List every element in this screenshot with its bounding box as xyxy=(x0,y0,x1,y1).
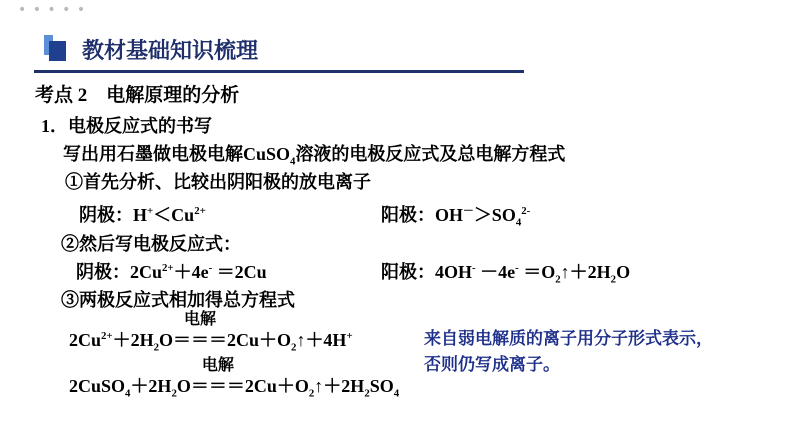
note xyxy=(424,326,713,378)
note-line-1: 来自弱电解质的离子用分子形式表示， xyxy=(424,329,713,349)
cathode-ions: 阴极：$H^+<Cu^{2+}$ xyxy=(79,205,206,225)
step-1: ①首先分析、比较出阴阳极的放电离子 xyxy=(65,172,371,192)
condition-electrolysis: 电解 xyxy=(201,355,234,374)
header-divider xyxy=(34,70,524,73)
decorative-dots: • • • • • xyxy=(18,2,87,18)
section-title: 考点 2 电解原理的分析 xyxy=(35,85,240,106)
book-icon xyxy=(44,35,66,61)
step-2: ②然后写电极反应式： xyxy=(61,234,241,254)
overall-equation-ionic: $2Cu^{2+}+2H_2O$ 电解 $===2Cu+O_2↑+4H^+$ xyxy=(69,326,353,352)
page-title: 教材基础知识梳理 xyxy=(82,39,259,64)
overall-equation-molecular: $2CuSO_4+2H_2O$ 电解 $===2Cu+O_2↑+2H_2SO_4$ xyxy=(69,372,399,398)
anode-ions: 阳极：$OH^->SO_4^{2-}$ xyxy=(381,205,531,229)
step-3: ③两极反应式相加得总方程式 xyxy=(61,290,295,310)
cathode-reaction: 阴极：$2Cu^{2+}+4e^- =2Cu$ xyxy=(76,262,267,282)
condition-electrolysis: 电解 xyxy=(184,309,217,328)
item-1-title: 1．电极反应式的书写 xyxy=(41,116,212,136)
anode-reaction: 阳极：$4OH^- -4e^- =O_2↑+2H_2O$ xyxy=(381,262,631,286)
note-line-2: 否则仍写成离子。 xyxy=(424,355,560,375)
task-description: 写出用石墨做电极电解CuSO$_4$溶液的电极反应式及总电解方程式 xyxy=(63,144,566,168)
